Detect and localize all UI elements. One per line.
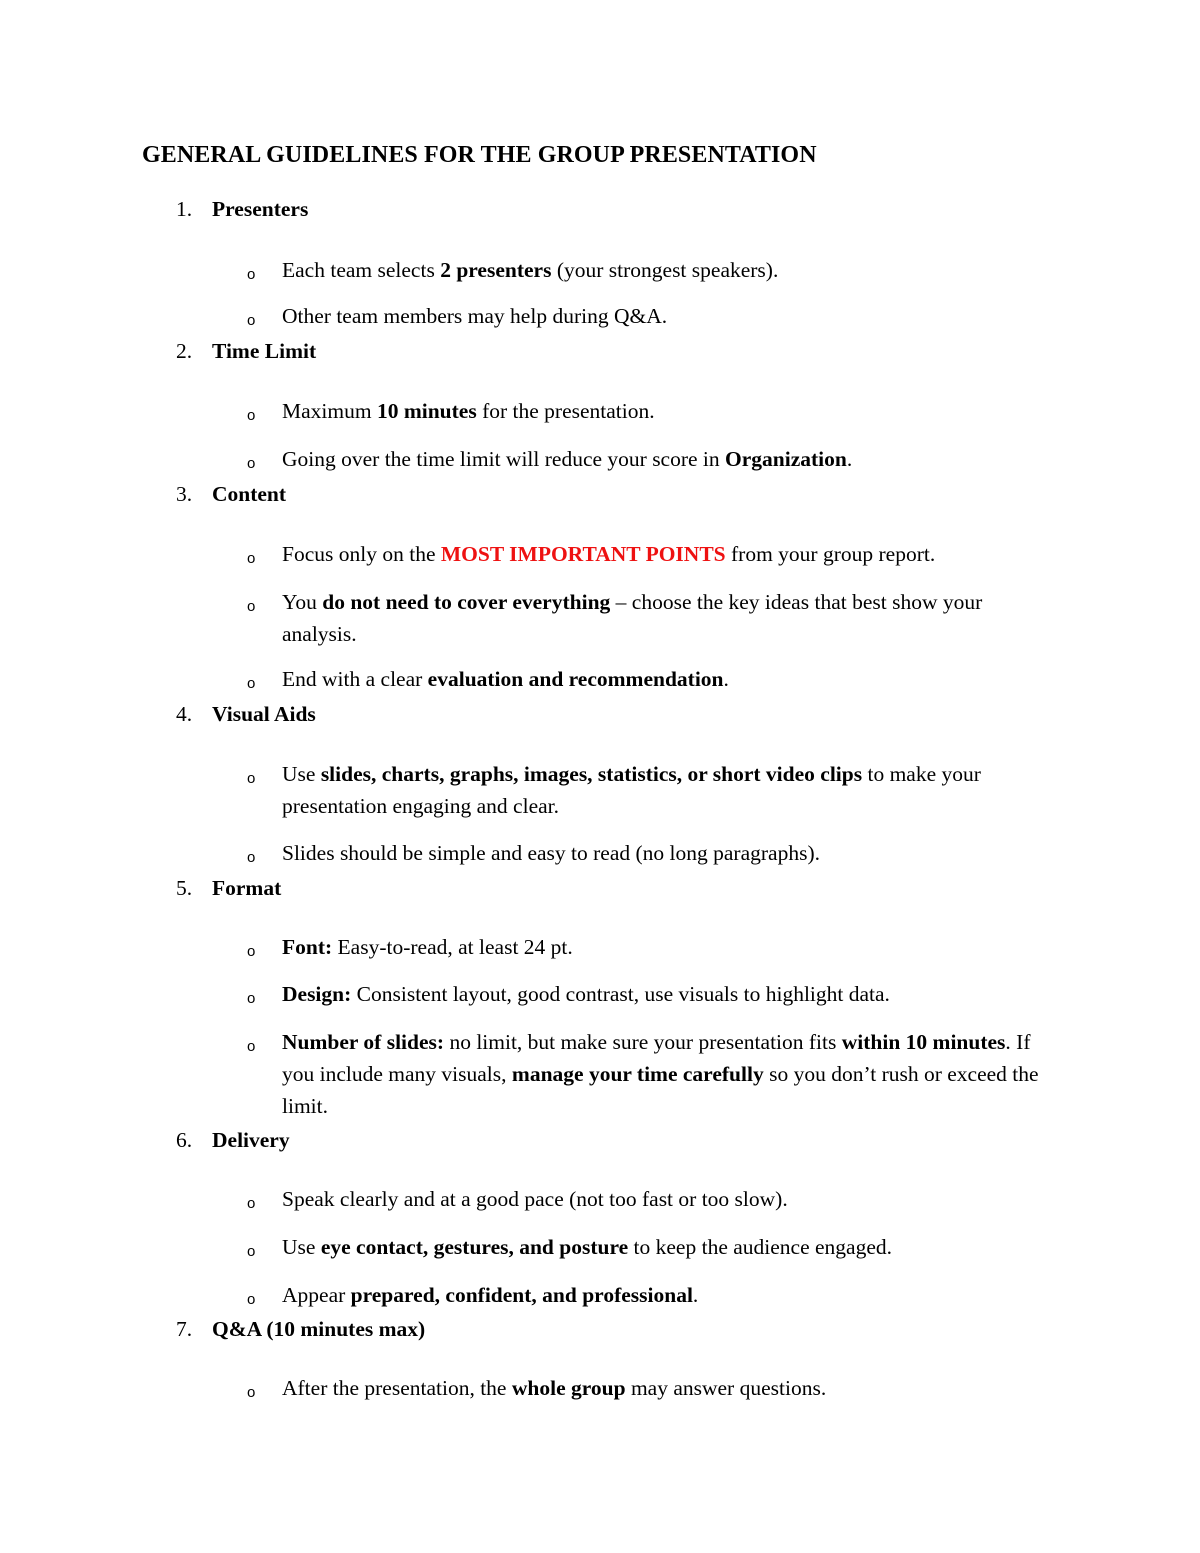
text-run: from your group report. [725, 542, 936, 566]
text-run: . If you include many visuals, [282, 1030, 1031, 1086]
bold-text-run: Number of slides: [282, 1030, 445, 1054]
bullet-text [282, 931, 1057, 963]
text-run: Focus only on the [282, 542, 441, 566]
bullet-circle-icon: o [247, 990, 256, 1007]
text-run: Use [282, 1235, 321, 1259]
text-run: – choose the key ideas that best show your analysis. [282, 590, 983, 646]
bold-text-run: 2 presenters [440, 258, 552, 282]
section-number: 7. [176, 1317, 193, 1341]
bullet-text [282, 395, 1057, 427]
bold-text-run: Design: [282, 982, 352, 1006]
text-run: Other team members may help during Q&A. [282, 304, 668, 328]
text-run: Consistent layout, good contrast, use visuals to highlight data. [351, 982, 890, 1006]
bullet-text [282, 978, 1057, 1010]
bold-text-run: evaluation and recommendation [427, 667, 724, 691]
text-run: Speak clearly and at a good pace (not too fast or too slow). [282, 1187, 788, 1211]
bullet-text [282, 538, 1057, 570]
bullet-text [282, 586, 1057, 650]
section-title: Content [212, 482, 287, 506]
bold-text-run: Organization [725, 447, 847, 471]
text-run: Appear [282, 1283, 351, 1307]
bullet-circle-icon: o [247, 1038, 256, 1055]
section-title: Time Limit [212, 339, 317, 363]
text-run: may answer questions. [625, 1376, 827, 1400]
bullet-circle-icon: o [247, 770, 256, 787]
bullet-text [282, 663, 1057, 695]
text-run: Slides should be simple and easy to read (no long paragraphs). [282, 841, 820, 865]
bullet-circle-icon: o [247, 1195, 256, 1212]
bullet-text [282, 1372, 1057, 1404]
section-heading [0, 1126, 1200, 1154]
bold-text-run: 10 minutes [376, 399, 477, 423]
bullet-circle-icon: o [247, 1291, 256, 1308]
document-title: GENERAL GUIDELINES FOR THE GROUP PRESENTATION [142, 142, 817, 168]
section-heading [0, 1315, 1200, 1343]
section-title: Delivery [212, 1128, 290, 1152]
bullet-circle-icon: o [247, 598, 256, 615]
bold-text-run: manage your time carefully [511, 1062, 764, 1086]
bullet-circle-icon: o [247, 550, 256, 567]
text-run: End with a clear [282, 667, 428, 691]
bullet-text [282, 254, 1057, 286]
bold-text-run: whole group [511, 1376, 626, 1400]
bullet-text [282, 837, 1057, 869]
text-run: Going over the time limit will reduce your score in [282, 447, 726, 471]
bullet-circle-icon: o [247, 943, 256, 960]
section-title: Presenters [212, 197, 309, 221]
text-run: (your strongest speakers). [551, 258, 779, 282]
section-number: 3. [176, 482, 193, 506]
bullet-text [282, 1183, 1057, 1215]
bold-text-run: do not need to cover everything [322, 590, 611, 614]
bullet-text [282, 443, 1057, 475]
bullet-circle-icon: o [247, 1243, 256, 1260]
text-run: no limit, but make sure your presentation fits [444, 1030, 842, 1054]
bullet-circle-icon: o [247, 455, 256, 472]
section-heading [0, 874, 1200, 902]
text-run: . [846, 447, 853, 471]
bold-text-run: MOST IMPORTANT POINTS [440, 542, 726, 566]
text-run: You [282, 590, 323, 614]
section-number: 6. [176, 1128, 193, 1152]
bullet-circle-icon: o [247, 675, 256, 692]
bullet-text [282, 1231, 1057, 1263]
section-title: Q&A (10 minutes max) [212, 1317, 426, 1341]
text-run: Use [282, 762, 321, 786]
section-heading [0, 195, 1200, 223]
bullet-circle-icon: o [247, 849, 256, 866]
text-run: . [692, 1283, 699, 1307]
text-run: Each team selects [282, 258, 441, 282]
bullet-circle-icon: o [247, 407, 256, 424]
bullet-text [282, 1279, 1057, 1311]
section-title: Format [212, 876, 282, 900]
text-run: for the presentation. [476, 399, 655, 423]
text-run: . [723, 667, 729, 691]
bullet-circle-icon: o [247, 1384, 256, 1401]
bold-text-run: prepared, confident, and professional [350, 1283, 693, 1307]
bullet-circle-icon: o [247, 312, 256, 329]
bold-text-run: within 10 minutes [841, 1030, 1006, 1054]
section-heading [0, 700, 1200, 728]
text-run: Easy-to-read, at least 24 pt. [332, 935, 573, 959]
bullet-circle-icon: o [247, 266, 256, 283]
section-heading [0, 480, 1200, 508]
section-title: Visual Aids [212, 702, 316, 726]
section-number: 4. [176, 702, 193, 726]
section-number: 1. [176, 197, 193, 221]
section-number: 5. [176, 876, 193, 900]
text-run: so you don’t rush or exceed the limit. [282, 1062, 1039, 1118]
bold-text-run: eye contact, gestures, and posture [320, 1235, 629, 1259]
text-run: Maximum [282, 399, 377, 423]
text-run: to make your presentation engaging and clear. [282, 762, 981, 818]
bold-text-run: Font: [282, 935, 333, 959]
bullet-text [282, 758, 1057, 822]
bold-text-run: slides, charts, graphs, images, statistics, or short video clips [320, 762, 863, 786]
text-run: to keep the audience engaged. [628, 1235, 893, 1259]
section-heading [0, 337, 1200, 365]
text-run: After the presentation, the [282, 1376, 512, 1400]
bullet-text [282, 1026, 1057, 1122]
section-number: 2. [176, 339, 193, 363]
bullet-text [282, 300, 1057, 332]
